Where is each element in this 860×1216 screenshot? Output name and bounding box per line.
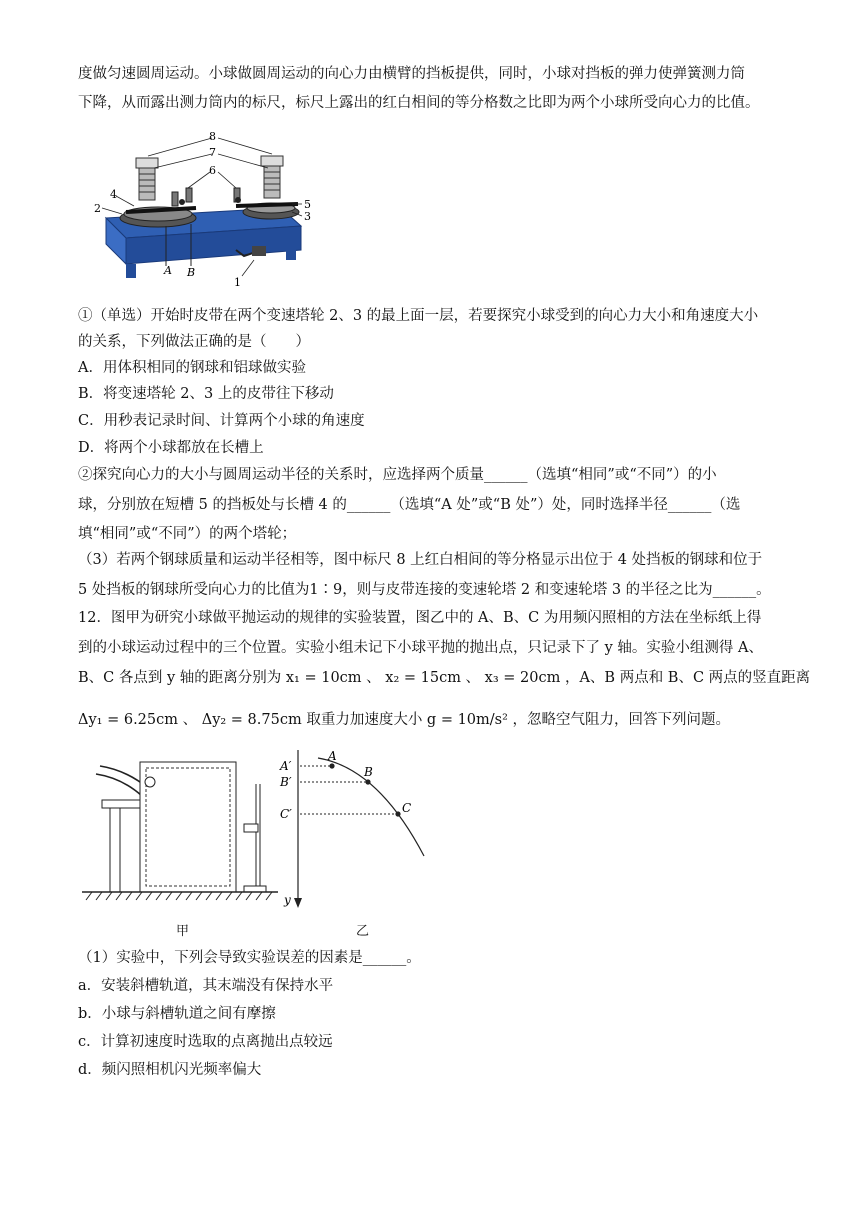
- fig2-caption-left: 甲: [176, 924, 190, 939]
- sub1-option-a: a．安装斜槽轨道，其末端没有保持水平: [78, 978, 334, 994]
- fig2-point-c: C: [402, 801, 412, 815]
- sub1-option-d: d．频闪照相机闪光频率偏大: [78, 1062, 262, 1078]
- q12-line-4: Δy₁ = 6.25cm 、 Δy₂ = 8.75cm 取重力加速度大小 g = 10m/s² ，忽略空气阻力，回答下列问题。: [78, 712, 731, 728]
- q2-line-2: 球，分别放在短槽 5 的挡板处与长槽 4 的______（选填“A 处”或“B 处”）处，同时选择半径______（选: [78, 497, 741, 513]
- figure-centripetal-apparatus: [86, 126, 316, 290]
- fig2-tick-b: B′: [280, 775, 292, 789]
- fig1-label-4: 4: [110, 188, 117, 201]
- fig1-label-5: 5: [304, 198, 311, 211]
- fig1-label-1: 1: [234, 276, 241, 289]
- q2-line-1: ②探究向心力的大小与圆周运动半径的关系时，应选择两个质量______（选填“相同”或“不同”）的小: [78, 467, 717, 483]
- fig1-label-2: 2: [94, 202, 101, 215]
- fig2-point-a: A: [328, 749, 337, 763]
- q3-line-2: 5 处挡板的钢球所受向心力的比值为1∶9，则与皮带连接的变速轮塔 2 和变速轮塔 3 的半径之比为______。: [78, 582, 771, 598]
- sub1-option-b: b．小球与斜槽轨道之间有摩擦: [78, 1006, 276, 1022]
- fig2-axis-y: y: [284, 893, 291, 907]
- fig1-label-b: B: [187, 266, 196, 279]
- sub1-option-c: c．计算初速度时选取的点离抛出点较远: [78, 1034, 333, 1050]
- fig1-label-6: 6: [209, 164, 216, 177]
- fig1-label-8: 8: [209, 130, 216, 143]
- q12-line-2: 到的小球运动过程中的三个位置。实验小组未记下小球平抛的抛出点，只记录下了 y 轴。实验小组测得 A、: [78, 640, 763, 656]
- q12-line-3: B、C 各点到 y 轴的距离分别为 x₁ = 10cm 、 x₂ = 15cm 、 x₃ = 20cm ，A、B 两点和 B、C 两点的竖直距离: [78, 670, 811, 686]
- sub1-stem: （1）实验中，下列会导致实验误差的因素是______。: [78, 950, 421, 966]
- q1-option-b: B．将变速塔轮 2、3 上的皮带往下移动: [78, 386, 334, 402]
- q1-option-c: C．用秒表记录时间、计算两个小球的角速度: [78, 413, 365, 429]
- intro-line-2: 下降，从而露出测力筒内的标尺，标尺上露出的红白相间的等分格数之比即为两个小球所受向心力的比值。: [78, 95, 760, 111]
- q12-line-1: 12．图甲为研究小球做平抛运动的规律的实验装置，图乙中的 A、B、C 为用频闪照相的方法在坐标纸上得: [78, 610, 762, 626]
- fig1-label-7: 7: [209, 146, 216, 159]
- fig2-tick-c: C′: [280, 807, 292, 821]
- q2-line-3: 填“相同”或“不同”）的两个塔轮；: [78, 526, 297, 542]
- fig2-caption-right: 乙: [356, 924, 370, 939]
- q1-stem-line-1: ①（单选）开始时皮带在两个变速塔轮 2、3 的最上面一层，若要探究小球受到的向心力大小和角速度大小: [78, 308, 759, 324]
- fig1-label-a: A: [164, 264, 172, 277]
- q1-stem-line-2: 的关系，下列做法正确的是（ ）: [78, 334, 310, 350]
- fig1-label-3: 3: [304, 210, 311, 223]
- fig2-tick-a: A′: [280, 759, 292, 773]
- q3-line-1: （3）若两个钢球质量和运动半径相等，图中标尺 8 上红白相间的等分格显示出位于 4 处挡板的钢球和位于: [78, 552, 763, 568]
- intro-line-1: 度做匀速圆周运动。小球做圆周运动的向心力由横臂的挡板提供，同时，小球对挡板的弹力使弹簧测力筒: [78, 66, 745, 82]
- q1-option-d: D．将两个小球都放在长槽上: [78, 440, 264, 456]
- q1-option-a: A．用体积相同的钢球和铝球做实验: [78, 360, 306, 376]
- fig2-point-b: B: [364, 765, 373, 779]
- figure-projectile: [78, 748, 438, 908]
